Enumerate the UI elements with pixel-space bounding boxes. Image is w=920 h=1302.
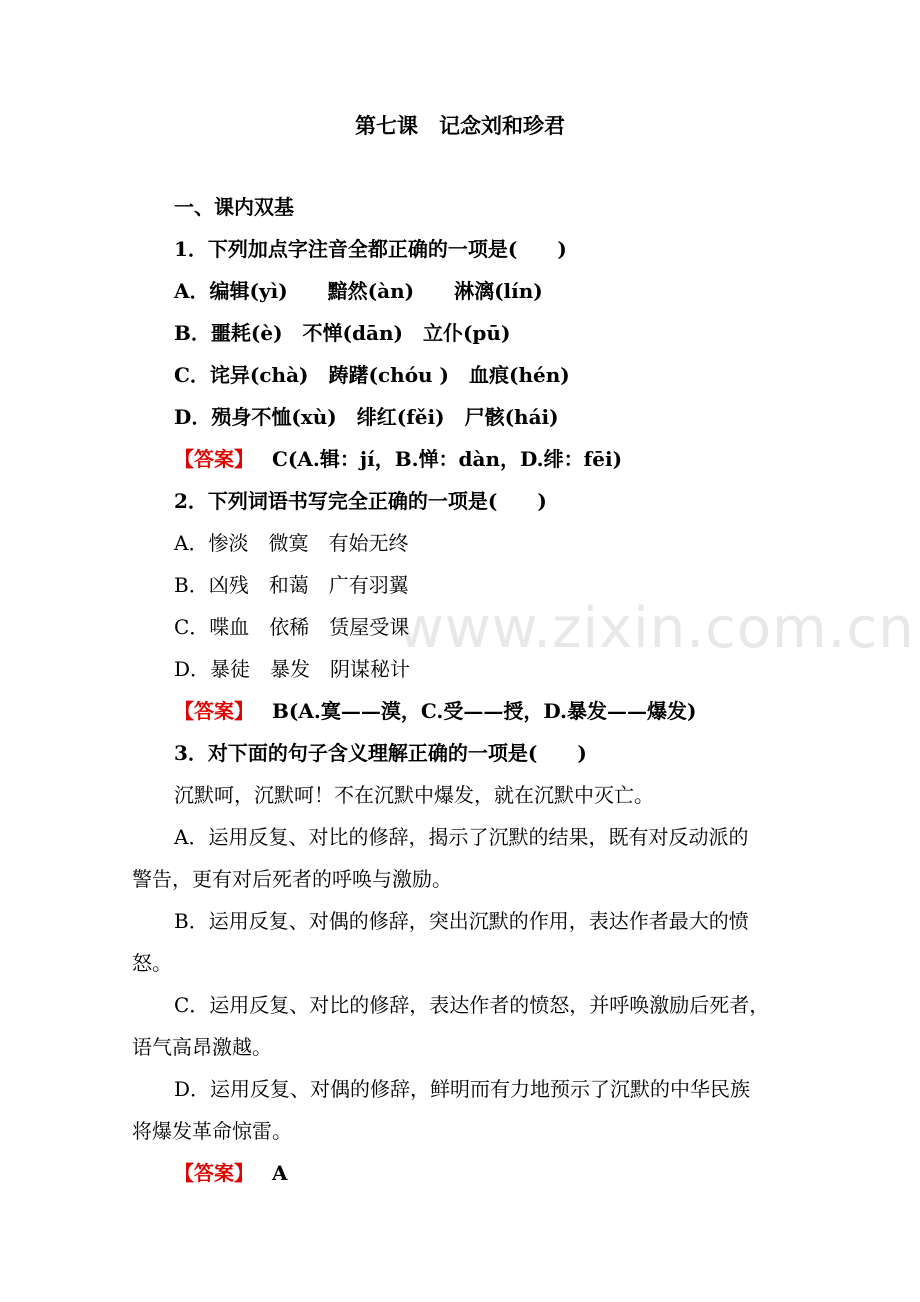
question-1-answer xyxy=(174,445,622,473)
question-1-option-a: A．编辑(yì) 黯然(àn) 淋漓(lín) xyxy=(174,279,543,303)
question-2-option-d: D．暴徒 暴发 阴谋秘计 xyxy=(174,657,411,681)
question-3-option-d-line2: 将爆发革命惊雷。 xyxy=(132,1119,292,1143)
question-1-option-b: B．噩耗(è) 不惮(dān) 立仆(pū) xyxy=(174,321,511,345)
question-1-option-c: C．诧异(chà) 踌躇(chóu ) 血痕(hén) xyxy=(174,363,570,387)
question-2-option-b: B．凶残 和蔼 广有羽翼 xyxy=(174,573,409,597)
page-title: 第七课 记念刘和珍君 xyxy=(355,113,565,138)
question-3-stem: 3．对下面的句子含义理解正确的一项是( ) xyxy=(174,741,587,765)
answer-label: 【答案】 xyxy=(174,699,254,723)
answer-label: 【答案】 xyxy=(174,447,254,471)
question-2-option-c: C．喋血 依稀 赁屋受课 xyxy=(174,615,410,639)
question-2-stem: 2．下列词语书写完全正确的一项是( ) xyxy=(174,489,547,513)
question-3-option-d-line1: D．运用反复、对偶的修辞，鲜明而有力地预示了沉默的中华民族 xyxy=(174,1077,751,1101)
watermark: www.zixin.com.cn xyxy=(398,596,915,661)
answer-label: 【答案】 xyxy=(174,1161,254,1185)
question-3-option-c-line1: C．运用反复、对比的修辞，表达作者的愤怒，并呼唤激励后死者， xyxy=(174,993,770,1017)
answer-text: A xyxy=(272,1161,288,1185)
question-1-option-d: D．殒身不恤(xù) 绯红(fěi) 尸骸(hái) xyxy=(174,405,559,429)
question-3-option-b-line2: 怒。 xyxy=(132,951,172,975)
question-3-option-c-line2: 语气高昂激越。 xyxy=(132,1035,272,1059)
section-heading: 一、课内双基 xyxy=(174,195,294,219)
answer-text: B(A.寞——漠，C.受——授，D.暴发——爆发) xyxy=(272,699,697,723)
question-3-option-b-line1: B．运用反复、对偶的修辞，突出沉默的作用，表达作者最大的愤 xyxy=(174,909,749,933)
question-2-answer xyxy=(174,697,696,725)
question-3-option-a-line1: A．运用反复、对比的修辞，揭示了沉默的结果，既有对反动派的 xyxy=(174,825,749,849)
question-3-option-a-line2: 警告，更有对后死者的呼唤与激励。 xyxy=(132,867,452,891)
question-3-answer xyxy=(174,1159,288,1187)
answer-text: C(A.辑：jí，B.惮：dàn，D.绯：fēi) xyxy=(272,447,623,471)
question-2-option-a: A．惨淡 微寞 有始无终 xyxy=(174,531,409,555)
question-1-stem: 1．下列加点字注音全都正确的一项是( ) xyxy=(174,237,567,261)
question-3-quote: 沉默呵，沉默呵！不在沉默中爆发，就在沉默中灭亡。 xyxy=(174,783,654,807)
